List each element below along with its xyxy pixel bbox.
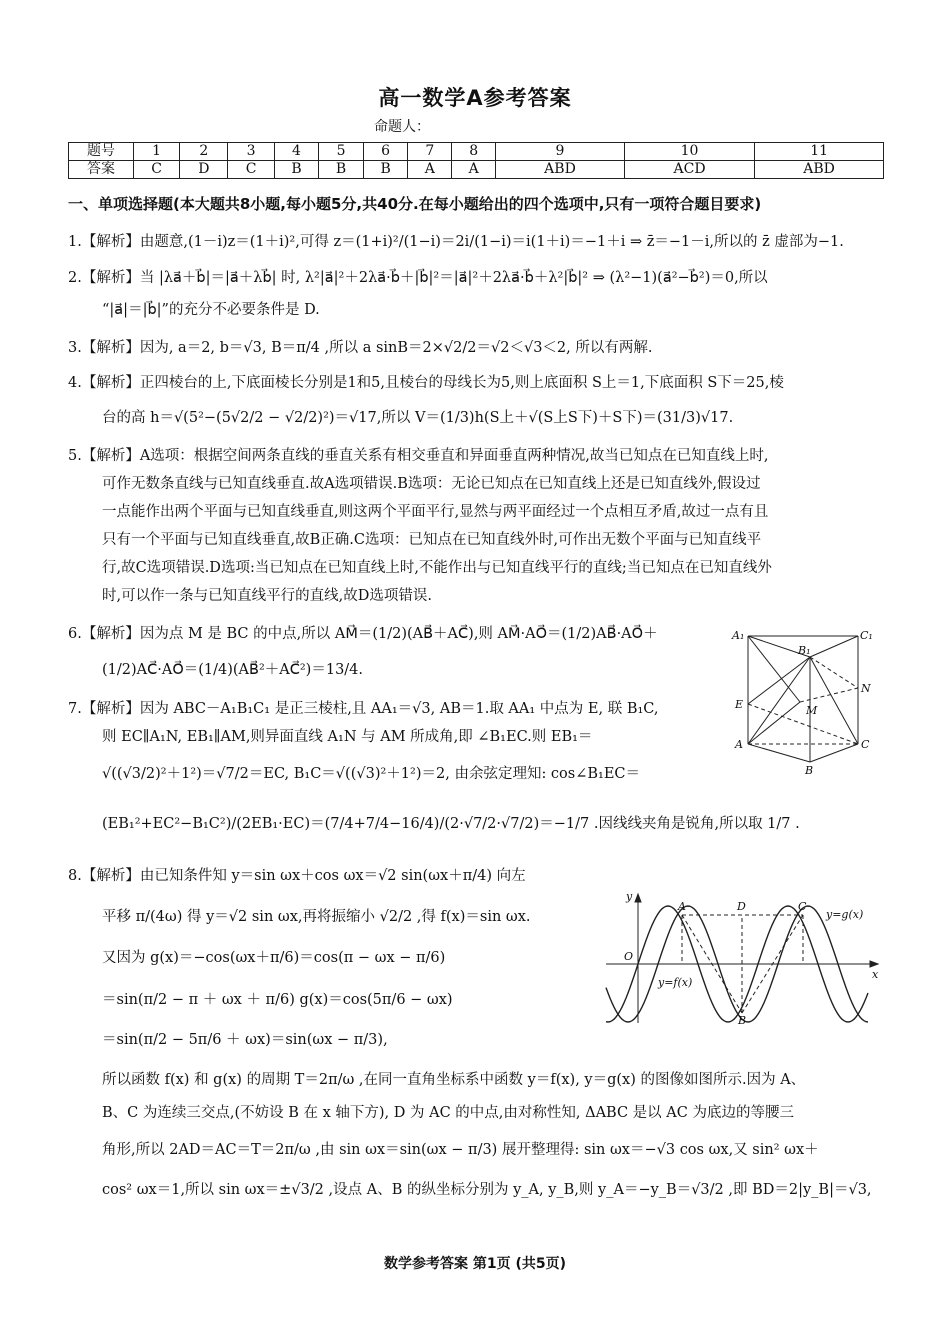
graph-label: y=f(x) xyxy=(658,976,693,989)
sine-graph-figure xyxy=(600,888,890,1028)
solution-line: 角形,所以 2AD＝AC＝T＝2π/ω ,由 sin ωx＝sin(ωx − π/3) 展开整理得: sin ωx＝−√3 cos ωx,又 sin² ωx＋ xyxy=(102,1142,819,1158)
solution-line: 一点能作出两个平面与已知直线垂直,则这两个平面平行,显然与两平面经过一个点相互矛盾,故过一点有且 xyxy=(102,504,769,520)
table-cell: 2 xyxy=(180,143,228,161)
graph-label: A xyxy=(678,900,686,913)
prism-label: B xyxy=(805,764,814,777)
table-cell: 8 xyxy=(452,143,496,161)
prism-label: A xyxy=(735,738,743,751)
solution-line: 所以函数 f(x) 和 g(x) 的周期 T＝2π/ω ,在同一直角坐标系中函数 y＝f(x), y＝g(x) 的图像如图所示.因为 A、 xyxy=(102,1072,806,1088)
prism-label: M xyxy=(806,704,818,717)
solution-line: 行,故C选项错误.D选项:当已知点在已知直线上时,不能作出与已知直线平行的直线;当已知点在已知直线外 xyxy=(102,560,772,576)
solution-line: B、C 为连续三交点,(不妨设 B 在 x 轴下方), D 为 AC 的中点,由对称性知, ΔABC 是以 AC 为底边的等腰三 xyxy=(102,1105,794,1121)
prism-label: A₁ xyxy=(732,629,745,642)
solution-line: 8.【解析】由已知条件知 y＝sin ωx＋cos ωx＝√2 sin(ωx＋π/4) 向左 xyxy=(68,868,526,884)
solution-line: √((√3/2)²＋1²)＝√7/2＝EC, B₁C＝√((√3)²＋1²)＝2, 由余弦定理知: cos∠B₁EC＝ xyxy=(102,766,641,782)
solution-line: 台的高 h＝√(5²−(5√2/2 − √2/2)²)＝√17,所以 V＝(1/3)h(S上＋√(S上S下)＋S下)＝(31/3)√17. xyxy=(102,410,734,426)
table-cell: 9 xyxy=(496,143,625,161)
table-cell: 1 xyxy=(134,143,180,161)
table-cell: C xyxy=(134,161,180,179)
prism-label: C xyxy=(861,738,870,751)
section-heading: 一、单项选择题(本大题共8小题,每小题5分,共40分.在每小题给出的四个选项中,只有一项符合题目要求) xyxy=(68,195,762,213)
graph-label: x xyxy=(872,968,879,981)
table-cell: 7 xyxy=(408,143,452,161)
solution-line: cos² ωx＝1,所以 sin ωx＝±√3/2 ,设点 A、B 的纵坐标分别为 y_A, y_B,则 y_A＝−y_B＝√3/2 ,即 BD＝2|y_B|＝√3, xyxy=(102,1182,872,1198)
solution-line: 2.【解析】当 |λa⃗＋b⃗|＝|a⃗＋λb⃗| 时, λ²|a⃗|²＋2λa⃗·b⃗＋|b⃗|²＝|a⃗|²＋2λa⃗·b⃗＋λ²|b⃗|² ⇒ (λ²−1)(a⃗²−b⃗²)＝0,所以 xyxy=(68,270,768,286)
prism-label: B₁ xyxy=(798,644,811,657)
solution-line: 又因为 g(x)＝−cos(ωx＋π/6)＝cos(π − ωx − π/6) xyxy=(102,950,446,966)
table-header-label: 题号 xyxy=(69,143,134,161)
solution-line: 则 EC∥A₁N, EB₁∥AM,则异面直线 A₁N 与 AM 所成角,即 ∠B₁EC.则 EB₁＝ xyxy=(102,729,593,745)
graph-label: C xyxy=(798,900,807,913)
solution-line: 4.【解析】正四棱台的上,下底面棱长分别是1和5,且棱台的母线长为5,则上底面积 S上＝1,下底面积 S下＝25,棱 xyxy=(68,375,784,391)
table-cell: 3 xyxy=(228,143,274,161)
table-cell: ABD xyxy=(755,161,884,179)
table-cell: 10 xyxy=(624,143,754,161)
solution-line: 只有一个平面与已知直线垂直,故B正确.C选项：已知点在已知直线外时,可作出无数个平面与已知直线平 xyxy=(102,532,762,548)
solution-line: 平移 π/(4ω) 得 y＝√2 sin ωx,再将振缩小 √2/2 ,得 f(x)＝sin ωx. xyxy=(102,909,531,925)
solution-line: 可作无数条直线与已知直线垂直.故A选项错误.B选项：无论已知点在已知直线上还是已知直线外,假设过 xyxy=(102,476,761,492)
table-cell: 4 xyxy=(274,143,319,161)
table-cell: B xyxy=(274,161,319,179)
solution-line: (1/2)AC⃗·AO⃗＝(1/4)(AB⃗²＋AC⃗²)＝13/4. xyxy=(102,662,364,678)
solution-line: ＝sin(π/2 − 5π/6 ＋ ωx)＝sin(ωx − π/3), xyxy=(102,1032,388,1048)
table-cell: 11 xyxy=(755,143,884,161)
prism-label: N xyxy=(861,682,871,695)
prism-figure xyxy=(728,622,878,782)
graph-label: D xyxy=(737,900,746,913)
solution-line: 时,可以作一条与已知直线平行的直线,故D选项错误. xyxy=(102,588,432,604)
graph-label: O xyxy=(624,950,634,963)
solution-line: “|a⃗|＝|b⃗|”的充分不必要条件是 D. xyxy=(102,302,320,318)
answer-table-answer-row xyxy=(69,161,884,179)
solution-line: (EB₁²+EC²−B₁C²)/(2EB₁·EC)＝(7/4+7/4−16/4)/(2·√7/2·√7/2)＝−1/7 .因线线夹角是锐角,所以取 1/7 . xyxy=(102,816,800,832)
answer-table-header-row xyxy=(69,143,884,161)
graph-label: y xyxy=(626,890,633,903)
table-cell: B xyxy=(319,161,364,179)
table-cell: ACD xyxy=(624,161,754,179)
table-answer-label: 答案 xyxy=(69,161,134,179)
solution-line: 7.【解析】因为 ABC－A₁B₁C₁ 是正三棱柱,且 AA₁＝√3, AB＝1.取 AA₁ 中点为 E, 联 B₁C, xyxy=(68,701,659,717)
table-cell: ABD xyxy=(496,161,625,179)
solution-line: 1.【解析】由题意,(1－i)z＝(1＋i)²,可得 z＝(1+i)²/(1−i)＝2i/(1−i)＝i(1＋i)＝−1＋i ⇒ z̄＝−1－i,所以的 z̄ 虚部为−1. xyxy=(68,234,844,250)
table-cell: B xyxy=(363,161,408,179)
table-cell: A xyxy=(408,161,452,179)
prism-label: E xyxy=(735,698,744,711)
table-cell: A xyxy=(452,161,496,179)
solution-line: 5.【解析】A选项：根据空间两条直线的垂直关系有相交垂直和异面垂直两种情况,故当已知点在已知直线上时, xyxy=(68,448,769,464)
answer-table xyxy=(68,142,884,179)
solution-line: 6.【解析】因为点 M 是 BC 的中点,所以 AM⃗＝(1/2)(AB⃗＋AC⃗),则 AM⃗·AO⃗＝(1/2)AB⃗·AO⃗＋ xyxy=(68,626,658,642)
page-title: 高一数学A参考答案 xyxy=(378,86,572,110)
prism-label: C₁ xyxy=(860,629,873,642)
page-footer: 数学参考答案 第1页 (共5页) xyxy=(383,1256,567,1272)
table-cell: 6 xyxy=(363,143,408,161)
solution-line: ＝sin(π/2 − π ＋ ωx ＋ π/6) g(x)＝cos(5π/6 − ωx) xyxy=(102,992,453,1008)
graph-label: y=g(x) xyxy=(826,908,864,921)
table-cell: D xyxy=(180,161,228,179)
table-cell: 5 xyxy=(319,143,364,161)
graph-label: B xyxy=(738,1014,747,1027)
solution-line: 3.【解析】因为, a＝2, b＝√3, B＝π/4 ,所以 a sinB＝2×√2/2＝√2＜√3＜2, 所以有两解. xyxy=(68,340,653,356)
author-label: 命题人： xyxy=(374,119,430,135)
table-cell: C xyxy=(228,161,274,179)
